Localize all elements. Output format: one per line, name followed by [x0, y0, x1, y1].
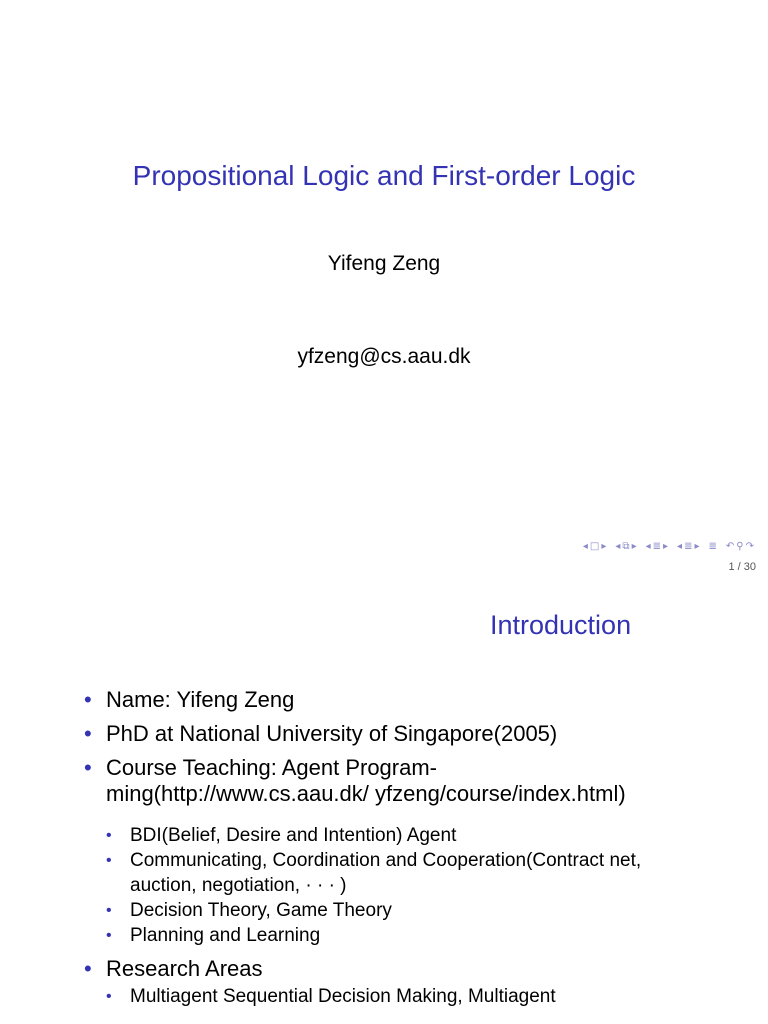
author-name: Yifeng Zeng: [327, 252, 441, 275]
nav-forward-icon[interactable]: ↷: [745, 541, 754, 552]
bullet-icon: •: [84, 687, 92, 712]
nav-subsection-icon[interactable]: ⧉: [622, 541, 630, 552]
bullet-list: [84, 687, 704, 1017]
list-item: • Multiagent Sequential Decision Making, Multiagent: [106, 986, 556, 1007]
presentation-title: Propositional Logic and First-order Logic: [132, 160, 636, 191]
sub-bullet-list: [106, 984, 704, 1009]
nav-search-icon[interactable]: ⚲: [736, 541, 744, 552]
nav-frame-icon[interactable]: □: [589, 541, 600, 552]
nav-document-icon[interactable]: ≣: [684, 541, 693, 552]
nav-appendix-icon[interactable]: ≣: [708, 541, 717, 552]
list-item: [84, 755, 704, 948]
nav-right-arrow-icon[interactable]: ▸: [694, 541, 700, 552]
list-item: • Decision Theory, Game Theory: [106, 900, 392, 921]
nav-left-arrow-icon[interactable]: ◂: [582, 541, 588, 552]
nav-right-arrow-icon[interactable]: ▸: [601, 541, 607, 552]
bullet-icon: •: [106, 927, 112, 944]
list-item: • Research Areas • Multiagent Sequential Decision Making, Multiagent: [84, 956, 704, 1009]
nav-left-arrow-icon[interactable]: ◂: [645, 541, 651, 552]
beamer-navigation-bar: [583, 541, 760, 553]
bullet-icon: •: [84, 755, 92, 780]
bullet-icon: •: [106, 902, 112, 919]
list-item: • PhD at National University of Singapore(2005): [84, 721, 558, 746]
author-email: yfzeng@cs.aau.dk: [297, 345, 471, 368]
bullet-icon: •: [106, 852, 112, 869]
slide-title: Introduction: [490, 610, 632, 640]
course-line-1: Course Teaching: Agent Program-: [106, 755, 437, 780]
list-item: • Name: Yifeng Zeng: [84, 687, 295, 712]
nav-section-icon[interactable]: ≣: [652, 541, 662, 552]
list-item: • Planning and Learning: [106, 925, 321, 946]
page-number: 1 / 30: [728, 561, 756, 573]
nav-left-arrow-icon[interactable]: ◂: [615, 541, 621, 552]
course-line-2: ming(http://www.cs.aau.dk/ yfzeng/course/index.html): [106, 781, 626, 806]
list-item: • BDI(Belief, Desire and Intention) Agent: [106, 825, 457, 846]
bullet-icon: •: [84, 721, 92, 746]
bullet-icon: •: [106, 827, 112, 844]
nav-left-arrow-icon[interactable]: ◂: [677, 541, 683, 552]
sub-bullet-list: [106, 823, 704, 948]
nav-right-arrow-icon[interactable]: ▸: [631, 541, 637, 552]
bullet-icon: •: [84, 956, 92, 981]
introduction-slide: [0, 580, 768, 1024]
nav-right-arrow-icon[interactable]: ▸: [663, 541, 669, 552]
list-item: • Communicating, Coordination and Cooperation(Contract net, auction, negotiation, · · · ): [106, 850, 642, 896]
nav-back-icon[interactable]: ↶: [725, 541, 735, 552]
bullet-icon: •: [106, 988, 112, 1005]
